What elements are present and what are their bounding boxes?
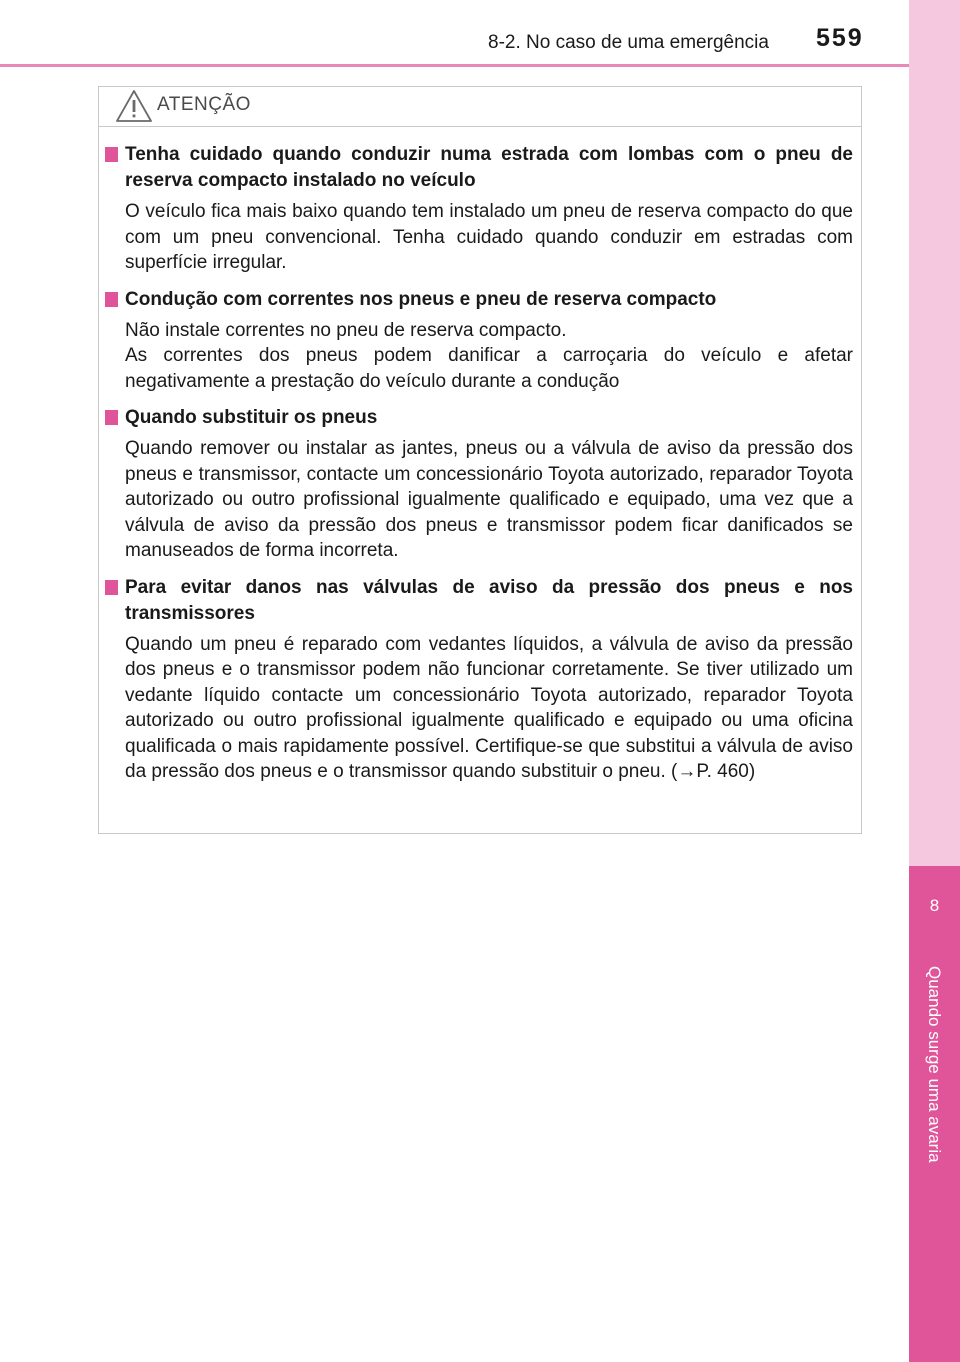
square-bullet-icon (105, 292, 118, 307)
warning-item (105, 405, 853, 564)
item-body (105, 318, 853, 395)
item-paragraph: Quando um pneu é reparado com vedantes líquidos, a válvula de aviso da pressão dos pneus e o transmissor podem não funcionar corretamente. Se tiver utilizado um vedante líquido contacte um concessionário Toyota autorizado, reparador Toyota autorizado ou outro profissional igualmente qualificado e equipado ou uma oficina qualificada o mais rapidamente possível. Certifique-se que substitui a válvula de aviso da pressão dos pneus e o transmissor quando substituir o pneu. (→P. 460) (125, 633, 853, 782)
item-title-text: Tenha cuidado quando conduzir numa estrada com lombas com o pneu de reserva compacto instalado no veículo (125, 144, 853, 191)
warning-item (105, 287, 853, 395)
section-title: 8-2. No caso de uma emergência (488, 32, 769, 53)
item-paragraph: As correntes dos pneus podem danificar a carroçaria do veículo e afetar negativamente a prestação do veículo durante a condução (125, 345, 853, 392)
square-bullet-icon (105, 410, 118, 425)
item-paragraph: Quando remover ou instalar as jantes, pneus ou a válvula de aviso da pressão dos pneus e transmissor, contacte um concessionário Toyota autorizado, reparador Toyota autorizado ou outro profissional igualmente qualificado e equipado, uma vez que a válvula de aviso da pressão dos pneus e transmissor podem ficar danificados se manuseados de forma incorreta. (125, 438, 853, 561)
item-title-text: Condução com correntes nos pneus e pneu de reserva compacto (125, 288, 717, 310)
warning-item (105, 142, 853, 276)
item-paragraph: O veículo fica mais baixo quando tem instalado um pneu de reserva compacto do que com um pneu convencional. Tenha cuidado quando conduzir em estradas com superfície irregular. (125, 201, 853, 273)
warning-triangle-icon (115, 89, 153, 123)
item-title (105, 405, 853, 431)
item-body (105, 199, 853, 276)
warning-header (99, 87, 861, 127)
warning-label: ATENÇÃO (157, 94, 251, 115)
item-title (105, 575, 853, 627)
item-title-text: Quando substituir os pneus (125, 407, 378, 428)
item-title-text: Para evitar danos nas válvulas de aviso da pressão dos pneus e nos transmissores (125, 576, 853, 624)
warning-box (98, 86, 862, 834)
item-body (105, 436, 853, 564)
warning-content (99, 142, 861, 796)
page-number: 559 (816, 24, 864, 52)
item-title (105, 142, 853, 194)
item-body (105, 632, 853, 785)
chapter-number: 8 (929, 896, 940, 915)
square-bullet-icon (105, 580, 118, 595)
header-rule (0, 64, 909, 67)
square-bullet-icon (105, 147, 118, 162)
warning-item (105, 575, 853, 785)
chapter-title: Quando surge uma avaria (925, 966, 944, 1163)
item-paragraph: Não instale correntes no pneu de reserva compacto. (125, 319, 567, 341)
item-title (105, 287, 853, 313)
